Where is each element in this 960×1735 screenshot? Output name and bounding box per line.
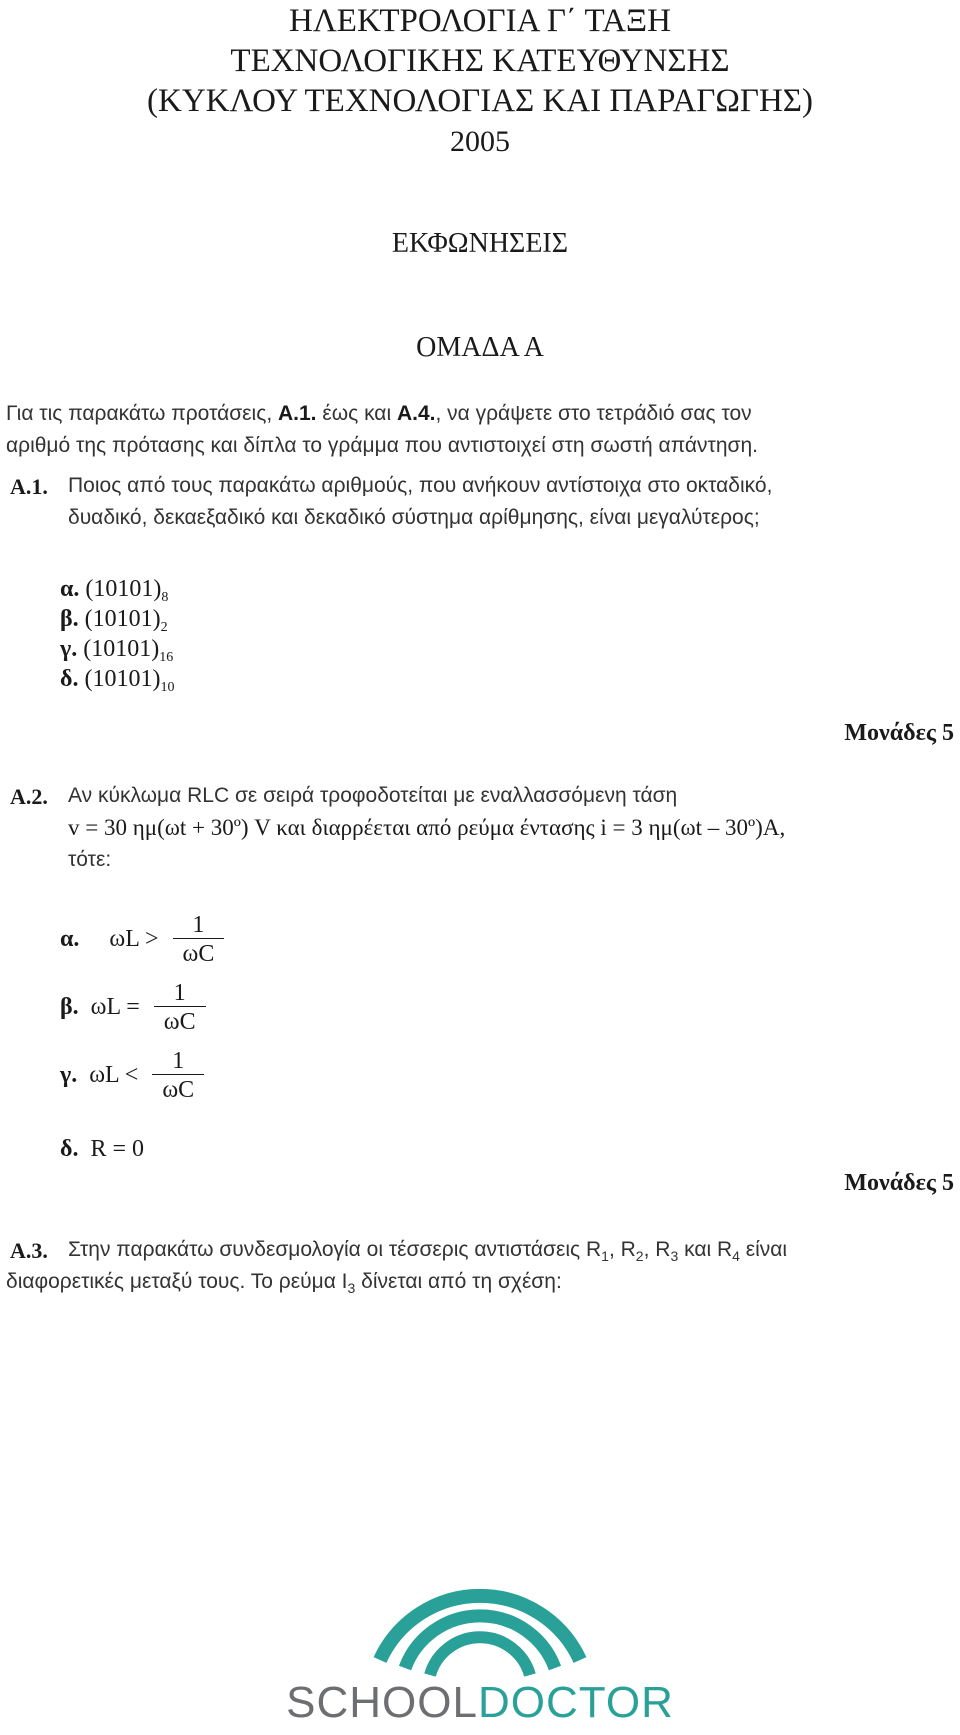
q1-line-1: Ποιος από τους παρακάτω αριθμούς, που ανήκουν αντίστοιχα στο οκταδικό, <box>68 474 773 497</box>
q3-line-1: Στην παρακάτω συνδεσμολογία οι τέσσερις αντιστάσεις $R_1$, $R_2$, $R_3$ και $R_4$ είναι <box>68 1238 788 1264</box>
q1-line-2: δυαδικό, δεκαεξαδικό και δεκαδικό σύστημα αρίθμησης, είναι μεγαλύτερος; <box>68 506 760 529</box>
intro-line-1: Για τις παρακάτω προτάσεις, Α.1. έως και Α.4., να γράψετε στο τετράδιό σας τον <box>6 402 752 425</box>
q3-line-2: διαφορετικές μεταξύ τους. Το ρεύμα $I_3$ δίνεται από τη σχέση: <box>6 1270 562 1296</box>
q1-marks: Μονάδες 5 <box>844 720 954 746</box>
q1-option-b: β. $(10101)_2$ <box>60 606 168 635</box>
schooldoctor-logo-icon <box>360 1580 600 1680</box>
q2-option-a: α. ωL > $\frac{1}{\omega C}$ <box>60 912 224 969</box>
q1-text <box>68 470 958 534</box>
intro-line-2: αριθμό της πρότασης και δίπλα το γράμμα που αντιστοιχεί στη σωστή απάντηση. <box>6 434 758 457</box>
q1-option-c: γ. $(10101)_{16}$ <box>60 636 174 665</box>
section-heading: ΕΚΦΩΝΗΣΕΙΣ <box>391 228 569 259</box>
q1-option-a: α. $(10101)_8$ <box>60 576 169 605</box>
title-line-2: ΤΕΧΝΟΛΟΓΙΚΗΣ ΚΑΤΕΥΘΥΝΣΗΣ <box>230 43 730 79</box>
q2-line-2: v = 30 ημ(ωt + 30º) V και διαρρέεται από ρεύμα έντασης i = 3 ημ(ωt – 30º)A, <box>68 815 786 840</box>
q2-option-b: β. ωL = $\frac{1}{\omega C}$ <box>60 980 206 1037</box>
q2-option-d: δ. R = 0 <box>60 1136 145 1162</box>
q2-option-c: γ. ωL < $\frac{1}{\omega C}$ <box>60 1048 204 1105</box>
wifi-arcs-icon <box>360 1580 600 1680</box>
group-heading: ΟΜΑΔΑ Α <box>416 332 544 363</box>
q2-line-3: τότε: <box>68 848 112 871</box>
q1-label: Α.1. <box>10 474 48 499</box>
title-line-3: (ΚΥΚΛΟΥ ΤΕΧΝΟΛΟΓΙΑΣ ΚΑΙ ΠΑΡΑΓΩΓΗΣ) <box>147 83 813 119</box>
q2-line-1: Αν κύκλωμα RLC σε σειρά τροφοδοτείται με εναλλασσόμενη τάση <box>68 784 678 807</box>
logo-wordmark: SCHOOLDOCTOR <box>286 1678 674 1727</box>
q3-label: Α.3. <box>10 1238 48 1263</box>
q2-text <box>68 780 958 876</box>
q2-label: Α.2. <box>10 784 48 809</box>
intro-paragraph <box>6 398 956 462</box>
title-line-1: ΗΛΕΚΤΡΟΛΟΓΙΑ Γ΄ ΤΑΞΗ <box>289 3 671 39</box>
q2-marks: Μονάδες 5 <box>844 1170 954 1196</box>
fraction: $\frac{1}{\omega C}$ <box>173 912 225 969</box>
fraction: $\frac{1}{\omega C}$ <box>154 980 206 1037</box>
title-year: 2005 <box>450 125 510 158</box>
fraction: $\frac{1}{\omega C}$ <box>152 1048 204 1105</box>
q1-option-d: δ. $(10101)_{10}$ <box>60 666 175 695</box>
